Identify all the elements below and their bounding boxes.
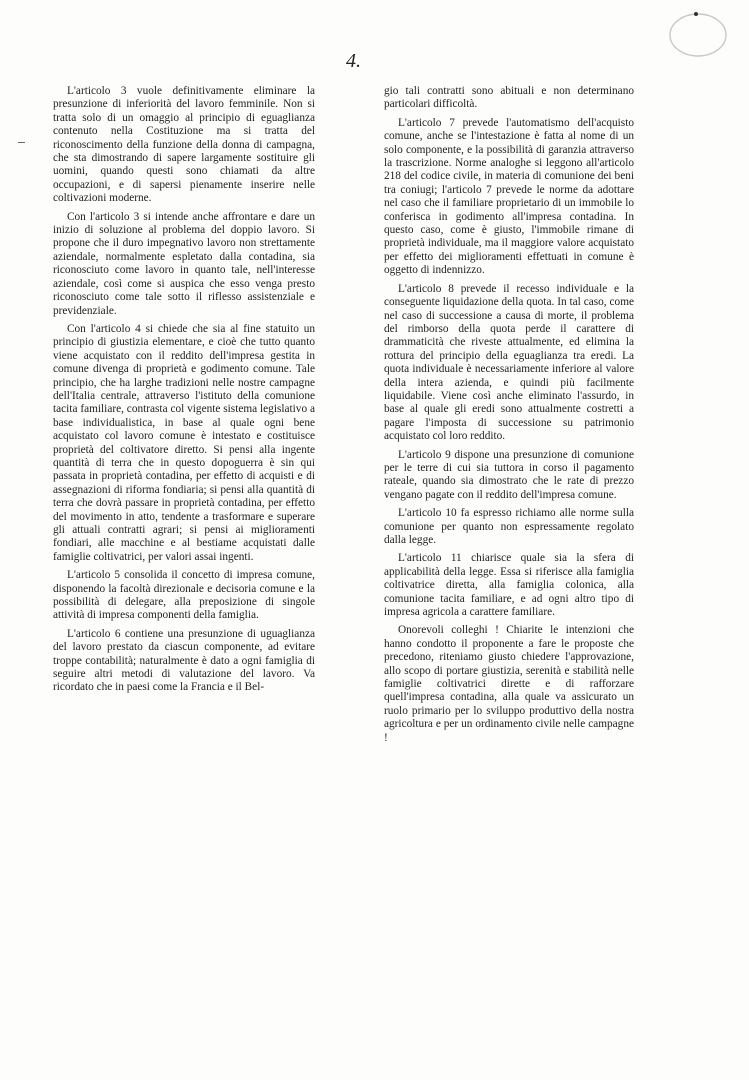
paragraph-articolo-5: L'articolo 5 consolida il concetto di impresa comune, disponendo la facoltà direzionale e decisoria comune e la possibilità di delegare, alla preposizione di singole attività di impresa componenti della famiglia. xyxy=(53,569,315,622)
page-number: 4. xyxy=(346,50,361,72)
margin-mark xyxy=(18,142,25,143)
stamp-oval-icon xyxy=(667,8,729,60)
paragraph-articolo-10: L'articolo 10 fa espresso richiamo alle norme sulla comunione per quanto non espressamente regolato dalla legge. xyxy=(384,507,634,546)
paragraph-conclusion: Onorevoli colleghi ! Chiarite le intenzioni che hanno condotto il proponente a fare le proposte che precedono, riteniamo giusto chiedere l'approvazione, allo scopo di portare giustizia, serenità e stabilità nelle famiglie coltivatrici dirette e di rafforzare quell'impresa contadina, alla quale va assicurato un ruolo primario per lo sviluppo produttivo della nostra agricoltura e per un ordinamento civile nelle campagne ! xyxy=(384,624,634,744)
paragraph-articolo-9: L'articolo 9 dispone una presunzione di comunione per le terre di cui sia tuttora in corso il pagamento rateale, quando sia dimostrato che le rate di prezzo vengano pagate con il reddito dell'impresa comune. xyxy=(384,448,634,501)
right-column xyxy=(384,85,634,750)
paragraph-continuation: gio tali contratti sono abituali e non determinano particolari difficoltà. xyxy=(384,85,634,111)
archive-stamp xyxy=(667,8,729,60)
paragraph-articolo-11: L'articolo 11 chiarisce quale sia la sfera di applicabilità della legge. Essa si riferisce alla famiglia coltivatrice diretta, alla famiglia colonica, alla comunione tacita familiare, e ad ogni altro tipo di impresa agricola a carattere familiare. xyxy=(384,552,634,619)
paragraph-articolo-4: Con l'articolo 4 si chiede che sia al fine statuito un principio di giustizia elementare, e cioè che tutto quanto viene acquistato con il reddito dell'impresa gestita in comune divenga di proprietà e godimento comune. Tale principio, che ha larghe tradizioni nelle nostre campagne dell'Italia centrale, attraverso l'istituto della comunione tacita familiare, contrasta col vigente sistema legislativo a base individualistica, in base al quale ogni bene acquistato col lavoro comune è intestato e costituisce proprietà del coltivatore diretto. Si pensi alla ingente quantità di terra che in questo dopoguerra è sin qui passata in proprietà contadina, per effetto di acquisti e di assegnazioni di riforma fondiaria; si pensi alla quantità di terra che dovrà passare in proprietà contadina, per effetto del movimento in atto, tendente a trasformare e superare gli attuali contratti agrari; si pensi ai miglioramenti fondiari, alle macchine e al bestiame acquistati dalle famiglie coltivatrici, per valori assai ingenti. xyxy=(53,322,315,563)
paragraph-articolo-8: L'articolo 8 prevede il recesso individuale e la conseguente liquidazione della quota. In tal caso, come nel caso di successione a causa di morte, il problema del rimborso della quota perde il carattere di drammaticità che riveste attualmente, ed elimina la rottura del principio della eguaglianza tra eredi. La quota individuale è necessariamente inferiore al valore della intera azienda, e quindi più facilmente liquidabile. Viene così anche eliminato l'assurdo, in base al quale gli eredi sono attualmente costretti a pagare l'imposta di successione su patrimonio acquistato col loro reddito. xyxy=(384,282,634,443)
paragraph-articolo-3: L'articolo 3 vuole definitivamente eliminare la presunzione di inferiorità del lavoro femminile. Non si tratta solo di un omaggio al principio di eguaglianza contenuto nella Costituzione ma si tratta del riconoscimento della funzione della donna di campagna, che sta dimostrando di sapere largamente sostituire gli uomini, quando questi sono chiamati da altre occupazioni, e di sapersi pienamente inserire nelle coltivazioni moderne. xyxy=(53,85,315,205)
paragraph-articolo-6: L'articolo 6 contiene una presunzione di uguaglianza del lavoro prestato da ciascun componente, ad evitare troppe contabilità; naturalmente è dato a ogni famiglia di seguire altri metodi di valutazione del lavoro. Va ricordato che in paesi come la Francia e il Bel- xyxy=(53,627,315,694)
paragraph-articolo-7: L'articolo 7 prevede l'automatismo dell'acquisto comune, anche se l'intestazione è fatta al nome di un solo componente, e la possibilità di garanzia attraverso la trascrizione. Norme analoghe si leggono all'articolo 218 del codice civile, in materia di comunione dei beni tra coniugi; l'articolo 7 prevede le norme da adottare nel caso che il familiare proprietario di un immobile lo conferisca in godimento all'impresa contadina. In questo caso, come è giusto, l'immobile rimane di proprietà individuale, ma il maggiore valore acquistato per effetto dei miglioramenti effettuati in comune è oggetto di indennizzo. xyxy=(384,116,634,277)
left-column xyxy=(53,85,315,700)
paragraph-articolo-3-doppio-lavoro: Con l'articolo 3 si intende anche affrontare e dare un inizio di soluzione al problema del doppio lavoro. Si propone che il duro impegnativo lavoro non strettamente aziendale, normalmente espletato dalla contadina, sia riconosciuto come lavoro in quanto tale, nell'interesse aziendale, così come si auspica che esso venga presto riconosciuto come tale sotto il riflesso assistenziale e previdenziale. xyxy=(53,210,315,317)
